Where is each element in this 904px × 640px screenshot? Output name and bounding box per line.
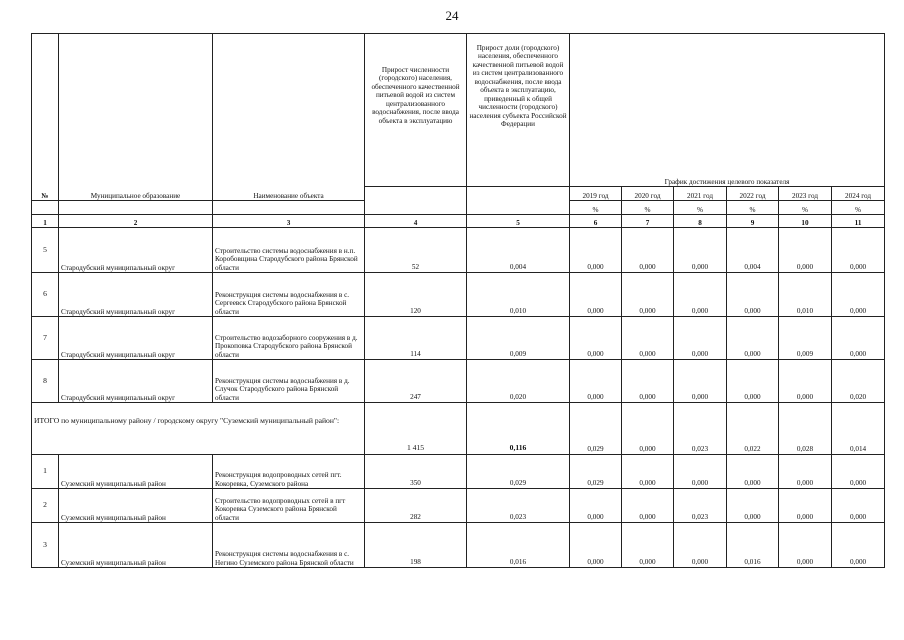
row-no: 8 [32, 360, 59, 403]
total-v2023: 0,028 [779, 403, 832, 455]
row-v2022: 0,000 [727, 273, 779, 317]
row-v2024: 0,000 [832, 489, 885, 523]
row-v2023: 0,009 [779, 317, 832, 360]
row-people: 120 [365, 273, 467, 317]
row-v2023: 0,000 [779, 360, 832, 403]
row-v2019: 0,000 [570, 360, 622, 403]
year-2020: 2020 год [622, 187, 674, 201]
row-v2024: 0,000 [832, 455, 885, 489]
row-v2021: 0,000 [674, 228, 727, 273]
row-share: 0,016 [467, 523, 570, 568]
row-v2019: 0,000 [570, 523, 622, 568]
row-v2023: 0,000 [779, 489, 832, 523]
header-schedule: График достижения целевого показателя [570, 34, 885, 187]
col-number: 8 [674, 215, 727, 228]
row-share: 0,020 [467, 360, 570, 403]
total-v2020: 0,000 [622, 403, 674, 455]
table-row [32, 317, 885, 360]
table-row [32, 523, 885, 568]
row-v2022: 0,000 [727, 360, 779, 403]
table-row [32, 489, 885, 523]
col-number: 2 [59, 215, 213, 228]
row-municipality: Стародубский муниципальный округ [59, 273, 213, 317]
table-row [32, 273, 885, 317]
row-v2024: 0,000 [832, 317, 885, 360]
col-number: 9 [727, 215, 779, 228]
row-no: 3 [32, 523, 59, 568]
target-indicator-table [31, 33, 885, 568]
total-share: 0,116 [467, 403, 570, 455]
row-v2021: 0,023 [674, 489, 727, 523]
table-row [32, 228, 885, 273]
row-v2019: 0,000 [570, 228, 622, 273]
row-v2020: 0,000 [622, 273, 674, 317]
col-number: 6 [570, 215, 622, 228]
total-v2021: 0,023 [674, 403, 727, 455]
row-v2021: 0,000 [674, 360, 727, 403]
row-no: 2 [32, 489, 59, 523]
year-2022: 2022 год [727, 187, 779, 201]
row-v2022: 0,000 [727, 489, 779, 523]
row-v2021: 0,000 [674, 523, 727, 568]
row-object: Строительство системы водоснабжения в н.п. Коробовщина Стародубского района Брянской области [213, 228, 365, 273]
row-share: 0,004 [467, 228, 570, 273]
row-people: 350 [365, 455, 467, 489]
row-municipality: Суземский муниципальный район [59, 455, 213, 489]
row-people: 52 [365, 228, 467, 273]
row-v2020: 0,000 [622, 489, 674, 523]
col-number: 1 [32, 215, 59, 228]
row-v2022: 0,004 [727, 228, 779, 273]
header-pop-growth: Прирост численности (городского) населения, обеспеченного качественной питьевой водой из систем централизованного водоснабжения, после ввода объекта в эксплуатацию [365, 34, 467, 187]
row-v2023: 0,010 [779, 273, 832, 317]
row-municipality: Суземский муниципальный район [59, 523, 213, 568]
row-object: Строительство водозаборного сооружения в д. Прокоповка Стародубского района Брянской области [213, 317, 365, 360]
row-v2023: 0,000 [779, 228, 832, 273]
row-people: 247 [365, 360, 467, 403]
total-v2024: 0,014 [832, 403, 885, 455]
row-no: 5 [32, 228, 59, 273]
year-2024: 2024 год [832, 187, 885, 201]
row-v2021: 0,000 [674, 455, 727, 489]
col-number: 5 [467, 215, 570, 228]
col-number: 3 [213, 215, 365, 228]
row-people: 114 [365, 317, 467, 360]
row-v2019: 0,000 [570, 317, 622, 360]
col-number: 11 [832, 215, 885, 228]
table-row [32, 360, 885, 403]
total-v2022: 0,022 [727, 403, 779, 455]
table-row [32, 455, 885, 489]
header-no: № [32, 34, 59, 201]
row-object: Реконструкция системы водоснабжения в с. Сергеевск Стародубского района Брянской области [213, 273, 365, 317]
col-number: 10 [779, 215, 832, 228]
page-number: 24 [445, 8, 459, 23]
row-v2020: 0,000 [622, 360, 674, 403]
row-v2020: 0,000 [622, 317, 674, 360]
row-people: 282 [365, 489, 467, 523]
total-people: 1 415 [365, 403, 467, 455]
row-v2022: 0,016 [727, 523, 779, 568]
unit-pct: % [779, 201, 832, 215]
row-municipality: Стародубский муниципальный округ [59, 317, 213, 360]
total-v2019: 0,029 [570, 403, 622, 455]
col-number: 4 [365, 215, 467, 228]
row-v2024: 0,020 [832, 360, 885, 403]
row-object: Реконструкция системы водоснабжения в с. Негино Суземского района Брянской области [213, 523, 365, 568]
row-share: 0,029 [467, 455, 570, 489]
row-v2019: 0,000 [570, 273, 622, 317]
row-v2022: 0,000 [727, 455, 779, 489]
total-row [32, 403, 885, 455]
row-v2020: 0,000 [622, 455, 674, 489]
row-v2020: 0,000 [622, 523, 674, 568]
row-v2023: 0,000 [779, 523, 832, 568]
year-2023: 2023 год [779, 187, 832, 201]
unit-pct: % [570, 201, 622, 215]
row-v2019: 0,029 [570, 455, 622, 489]
row-share: 0,010 [467, 273, 570, 317]
row-no: 6 [32, 273, 59, 317]
row-v2020: 0,000 [622, 228, 674, 273]
column-numbers-row [32, 215, 885, 228]
col-number: 7 [622, 215, 674, 228]
row-object: Строительство водопроводных сетей в пгт Кокоревка Суземского района Брянской области [213, 489, 365, 523]
unit-pct: % [832, 201, 885, 215]
row-v2022: 0,000 [727, 317, 779, 360]
row-v2023: 0,000 [779, 455, 832, 489]
header-municipality: Муниципальное образование [59, 34, 213, 201]
total-label: ИТОГО по муниципальному району / городскому округу "Суземский муниципальный район": [32, 403, 365, 455]
row-people: 198 [365, 523, 467, 568]
row-v2019: 0,000 [570, 489, 622, 523]
header-object: Наименование объекта [213, 34, 365, 201]
row-municipality: Стародубский муниципальный округ [59, 360, 213, 403]
row-object: Реконструкция водопроводных сетей пгт. Кокоревка, Суземского района [213, 455, 365, 489]
header-share-growth: Прирост доли (городского) населения, обеспеченного качественной питьевой водой из систем централизованного водоснабжения, после ввода объекта в эксплуатацию, приведенный к общей численности (городского) населения субъекта Российской Федерации [467, 34, 570, 187]
year-2021: 2021 год [674, 187, 727, 201]
row-v2024: 0,000 [832, 273, 885, 317]
unit-pct: % [727, 201, 779, 215]
row-v2024: 0,000 [832, 228, 885, 273]
unit-pct: % [622, 201, 674, 215]
row-share: 0,009 [467, 317, 570, 360]
row-municipality: Суземский муниципальный район [59, 489, 213, 523]
row-share: 0,023 [467, 489, 570, 523]
row-v2021: 0,000 [674, 317, 727, 360]
header-row [32, 34, 885, 187]
row-no: 7 [32, 317, 59, 360]
unit-pct: % [674, 201, 727, 215]
row-object: Реконструкция системы водоснабжения в д. Случок Стародубского района Брянской области [213, 360, 365, 403]
row-v2024: 0,000 [832, 523, 885, 568]
row-municipality: Стародубский муниципальный округ [59, 228, 213, 273]
year-2019: 2019 год [570, 187, 622, 201]
row-no: 1 [32, 455, 59, 489]
row-v2021: 0,000 [674, 273, 727, 317]
